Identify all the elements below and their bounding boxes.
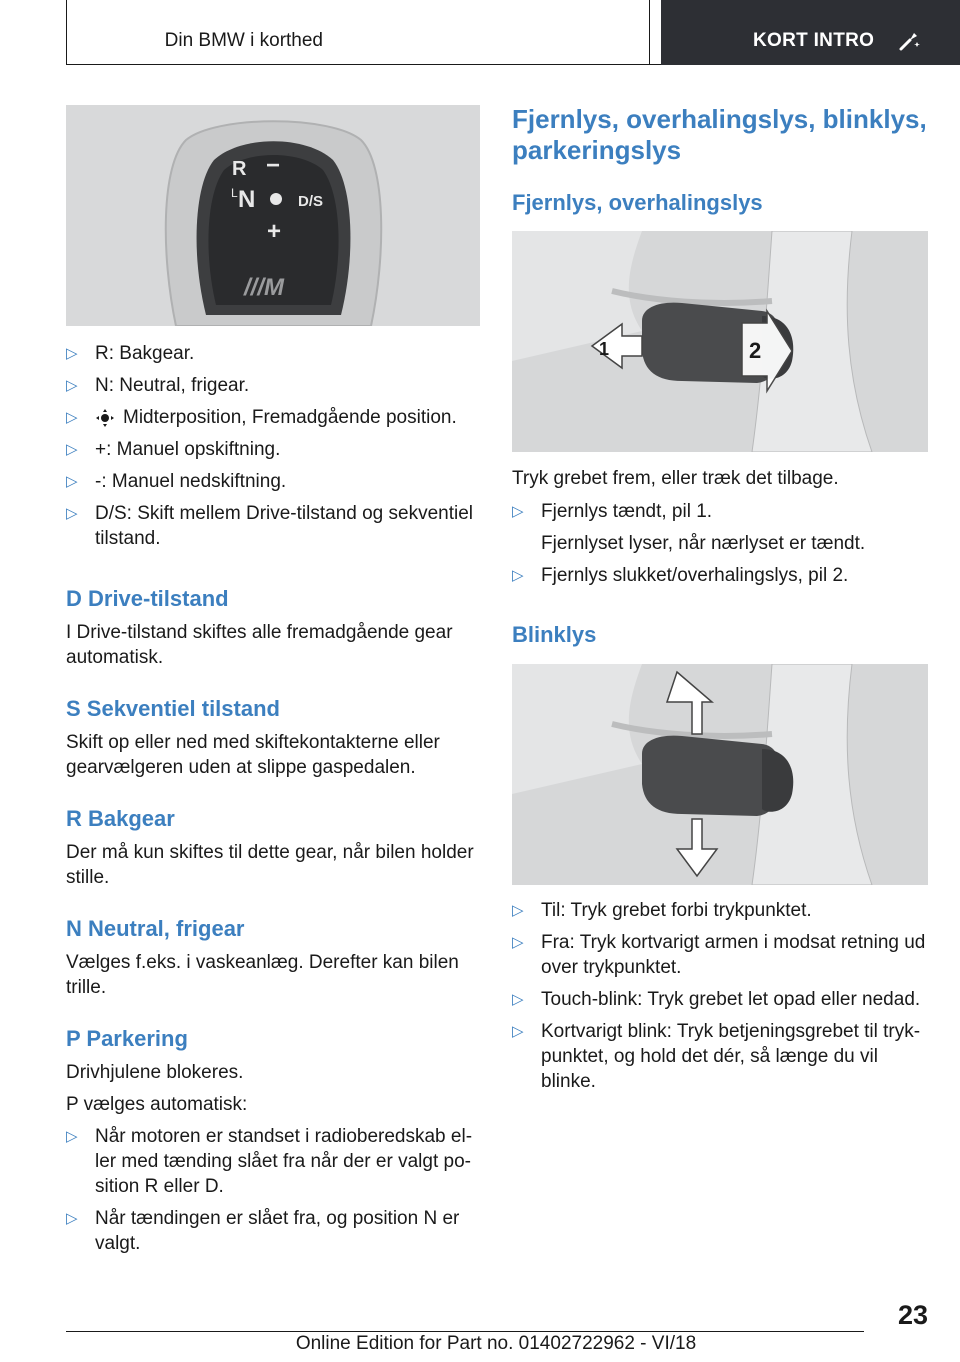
- list-item: ▷ R: Bakgear.: [66, 343, 195, 364]
- selector-label-plus: +: [267, 218, 282, 245]
- section-text: trille.: [66, 977, 107, 998]
- arrow-label-1: 1: [599, 339, 610, 359]
- section-heading: P Parkering: [66, 1026, 188, 1051]
- section-text: automatisk.: [66, 647, 164, 668]
- triangle-bullet-icon: ▷: [66, 1210, 78, 1227]
- list-item: ▷ Fjernlys slukket/overhalingslys, pil 2.: [512, 565, 849, 586]
- section-text: P vælges automatisk:: [66, 1094, 248, 1115]
- section-heading: D Drive-tilstand: [66, 586, 229, 611]
- wrench-star-icon: [898, 28, 922, 52]
- section-heading: N Neutral, frigear: [66, 916, 245, 941]
- section-text: gearvælgeren uden at slippe gaspedalen.: [66, 757, 416, 778]
- triangle-bullet-icon: ▷: [66, 473, 78, 490]
- section-text: Drivhjulene blokeres.: [66, 1062, 244, 1083]
- subsection-heading: Blinklys: [512, 622, 597, 647]
- section-heading: R Bakgear: [66, 806, 175, 831]
- header-section-title: Din BMW i korthed: [164, 30, 323, 51]
- triangle-bullet-icon: ▷: [66, 505, 78, 522]
- gear-selector-image: [66, 105, 480, 326]
- high-beam-stalk-image: [512, 231, 928, 452]
- selector-label-l: L: [231, 186, 238, 200]
- triangle-bullet-icon: ▷: [66, 1128, 78, 1145]
- m-logo: ///M: [244, 274, 284, 301]
- selector-label-ds: D/S: [298, 193, 324, 210]
- triangle-bullet-icon: ▷: [512, 567, 524, 584]
- section-heading: S Sekventiel tilstand: [66, 696, 280, 721]
- subsection-heading: Fjernlys, overhalingslys: [512, 190, 763, 215]
- list-item: ▷ Når motoren er standset i radioberedskab el- ler med tænding slået fra når der er valgt po- sition R eller D.: [66, 1126, 473, 1197]
- list-item: ▷ Touch-blink: Tryk grebet let opad eller nedad.: [512, 989, 921, 1010]
- list-item: ▷ Til: Tryk grebet forbi trykpunktet.: [512, 900, 812, 921]
- intro-text: Tryk grebet frem, eller træk det tilbage.: [512, 468, 839, 489]
- selector-midposition-dot: [270, 193, 282, 205]
- list-item: ▷ +: Manuel opskiftning.: [66, 439, 281, 460]
- header-section-box: [66, 0, 650, 65]
- triangle-bullet-icon: ▷: [66, 345, 78, 362]
- list-item: ▷ Fra: Tryk kortvarigt armen i modsat retning ud over trykpunktet.: [512, 932, 926, 978]
- triangle-bullet-icon: ▷: [512, 934, 524, 951]
- midposition-icon: [96, 409, 114, 427]
- arrow-label-2: 2: [749, 338, 762, 363]
- section-text: Der må kun skiftes til dette gear, når bilen holder: [66, 842, 474, 863]
- list-item: ▷ Når tændingen er slået fra, og position N er valgt.: [66, 1208, 460, 1254]
- header-chapter-label: KORT INTRO: [753, 30, 875, 51]
- list-item: ▷ Midterposition, Fremadgående position.: [66, 407, 457, 428]
- triangle-bullet-icon: ▷: [512, 902, 524, 919]
- triangle-bullet-icon: ▷: [512, 991, 524, 1008]
- section-text: Vælges f.eks. i vaskeanlæg. Derefter kan bilen: [66, 952, 459, 973]
- section-text: Skift op eller ned med skiftekontakterne eller: [66, 732, 440, 753]
- section-text: stille.: [66, 867, 110, 888]
- list-item: ▷ D/S: Skift mellem Drive-tilstand og sekventiel tilstand.: [66, 503, 474, 549]
- triangle-bullet-icon: ▷: [512, 503, 524, 520]
- turn-signal-stalk-image: [512, 664, 928, 885]
- list-item: ▷ Fjernlys tændt, pil 1. Fjernlyset lyser, når nærlyset er tændt.: [512, 501, 866, 554]
- triangle-bullet-icon: ▷: [512, 1023, 524, 1040]
- selector-label-minus: −: [266, 152, 281, 179]
- page-number: 23: [897, 1300, 928, 1330]
- footer-rule: [66, 1331, 864, 1332]
- page-title-continued: parkeringslys: [512, 135, 682, 165]
- triangle-bullet-icon: ▷: [66, 377, 78, 394]
- header-chapter-tab: [661, 0, 960, 65]
- selector-label-n: N: [238, 186, 256, 213]
- list-item: ▷ -: Manuel nedskiftning.: [66, 471, 287, 492]
- list-item: ▷ Kortvarigt blink: Tryk betjeningsgrebet til tryk- punktet, og hold det dér, så længe du vil blinke.: [512, 1021, 921, 1092]
- section-text: I Drive-tilstand skiftes alle fremadgående gear: [66, 622, 453, 643]
- triangle-bullet-icon: ▷: [66, 409, 78, 426]
- triangle-bullet-icon: ▷: [66, 441, 78, 458]
- list-item: ▷ N: Neutral, frigear.: [66, 375, 250, 396]
- selector-label-r: R: [232, 158, 247, 180]
- footer-edition: Online Edition for Part no. 01402722962 - VI/18: [295, 1333, 697, 1354]
- page-title: Fjernlys, overhalingslys, blinklys,: [512, 104, 927, 134]
